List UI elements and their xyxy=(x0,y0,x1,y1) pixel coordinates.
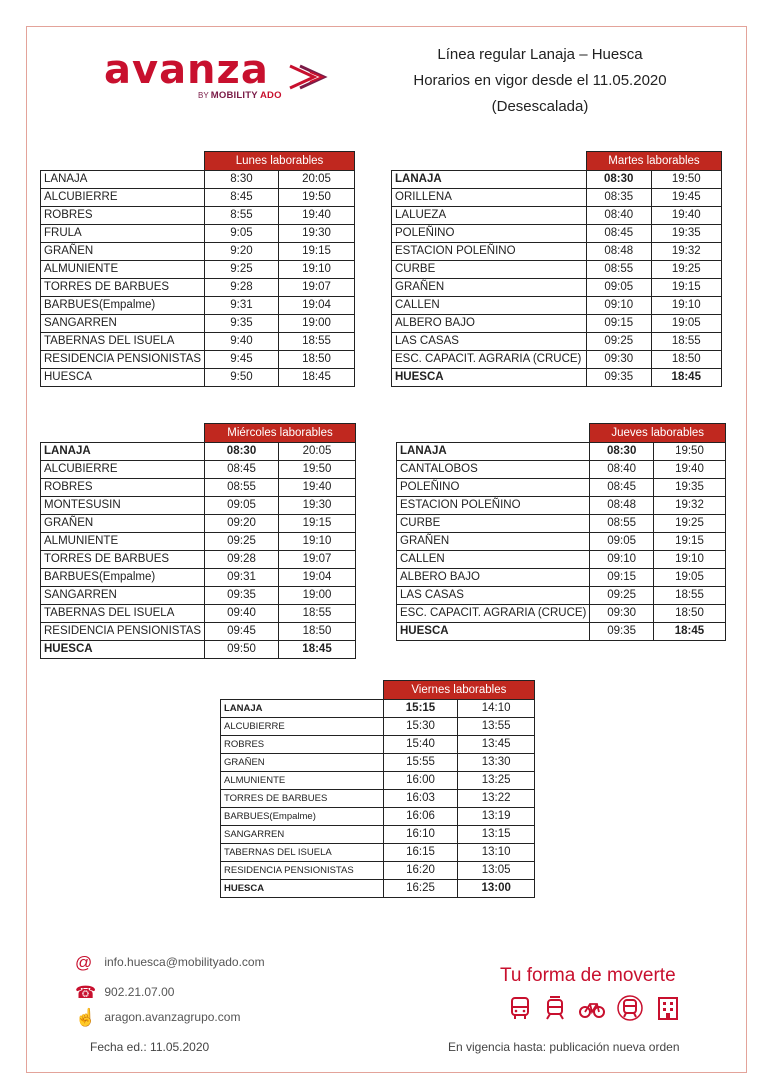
table-row xyxy=(41,315,355,333)
time-outbound: 08:55 xyxy=(590,515,654,533)
email-link[interactable]: info.huesca@mobilityado.com xyxy=(104,955,265,970)
stop-name: GRAÑEN xyxy=(397,533,590,551)
time-return: 19:07 xyxy=(278,279,354,297)
stop-name: HUESCA xyxy=(41,369,205,387)
time-outbound: 08:40 xyxy=(586,207,651,225)
time-outbound: 16:06 xyxy=(383,808,458,826)
stop-name: LANAJA xyxy=(221,700,384,718)
time-return: 18:50 xyxy=(279,623,356,641)
time-return: 19:40 xyxy=(653,461,725,479)
table-row xyxy=(392,315,722,333)
time-outbound: 09:40 xyxy=(205,605,279,623)
table-row xyxy=(41,515,356,533)
time-return: 18:55 xyxy=(653,587,725,605)
timetable-martes xyxy=(391,151,722,387)
time-outbound: 15:55 xyxy=(383,754,458,772)
table-row xyxy=(41,461,356,479)
table-row xyxy=(41,641,356,659)
time-return: 13:25 xyxy=(458,772,535,790)
table-row xyxy=(41,261,355,279)
table-row xyxy=(41,243,355,261)
time-return: 18:45 xyxy=(278,369,354,387)
table-row xyxy=(41,351,355,369)
time-return: 18:55 xyxy=(279,605,356,623)
time-outbound: 09:30 xyxy=(586,351,651,369)
time-outbound: 09:50 xyxy=(205,641,279,659)
time-outbound: 08:30 xyxy=(590,443,654,461)
timetable-jueves xyxy=(396,423,726,641)
time-return: 18:55 xyxy=(278,333,354,351)
stop-name: ESTACION POLEÑINO xyxy=(397,497,590,515)
logo-wordmark: avanza xyxy=(104,47,269,93)
time-outbound: 15:30 xyxy=(383,718,458,736)
time-return: 20:05 xyxy=(279,443,356,461)
time-outbound: 09:05 xyxy=(586,279,651,297)
time-return: 19:10 xyxy=(278,261,354,279)
heading-line-2: Horarios en vigor desde el 11.05.2020 xyxy=(413,72,667,89)
phone-number[interactable]: 902.21.07.00 xyxy=(104,985,175,1000)
time-return: 13:22 xyxy=(458,790,535,808)
table-row xyxy=(221,880,535,898)
time-return: 19:15 xyxy=(653,533,725,551)
table-row xyxy=(41,479,356,497)
time-return: 13:30 xyxy=(458,754,535,772)
stop-name: BARBUES(Empalme) xyxy=(41,569,205,587)
timetable-miercoles xyxy=(40,423,356,659)
time-outbound: 9:50 xyxy=(205,369,279,387)
time-outbound: 09:20 xyxy=(205,515,279,533)
table-row xyxy=(392,189,722,207)
time-outbound: 9:45 xyxy=(205,351,279,369)
stop-name: CURBE xyxy=(392,261,587,279)
heading-line-3: (Desescalada) xyxy=(491,98,589,115)
stop-name: TORRES DE BARBUES xyxy=(221,790,384,808)
time-outbound: 15:15 xyxy=(383,700,458,718)
stop-name: BARBUES(Empalme) xyxy=(221,808,384,826)
logo-byline: BY MOBILITY ADO xyxy=(198,90,282,101)
table-row xyxy=(221,862,535,880)
time-return: 19:35 xyxy=(651,225,721,243)
building-icon xyxy=(655,995,681,1026)
time-return: 13:05 xyxy=(458,862,535,880)
table-row xyxy=(41,551,356,569)
time-outbound: 16:25 xyxy=(383,880,458,898)
table-row xyxy=(397,605,726,623)
table-row xyxy=(41,497,356,515)
table-row xyxy=(221,844,535,862)
phone-icon: ☎ xyxy=(75,983,97,1002)
table-row xyxy=(221,754,535,772)
time-outbound: 09:05 xyxy=(590,533,654,551)
stop-name: ALMUNIENTE xyxy=(221,772,384,790)
time-return: 19:00 xyxy=(278,315,354,333)
timetable-viernes xyxy=(220,680,535,898)
table-row xyxy=(221,808,535,826)
table-row xyxy=(397,587,726,605)
time-outbound: 09:25 xyxy=(590,587,654,605)
stop-name: RESIDENCIA PENSIONISTAS xyxy=(41,623,205,641)
table-row xyxy=(41,297,355,315)
time-outbound: 09:25 xyxy=(205,533,279,551)
stop-name: LANAJA xyxy=(397,443,590,461)
stop-name: ALMUNIENTE xyxy=(41,533,205,551)
time-outbound: 08:30 xyxy=(586,171,651,189)
time-outbound: 08:40 xyxy=(590,461,654,479)
stop-name: GRAÑEN xyxy=(41,243,205,261)
stop-name: TABERNAS DEL ISUELA xyxy=(41,333,205,351)
time-return: 19:32 xyxy=(651,243,721,261)
time-return: 19:10 xyxy=(653,551,725,569)
table-row xyxy=(41,189,355,207)
table-row xyxy=(392,261,722,279)
table-row xyxy=(221,772,535,790)
contact-web xyxy=(75,1008,240,1028)
time-outbound: 8:45 xyxy=(205,189,279,207)
time-return: 19:40 xyxy=(651,207,721,225)
stop-name: GRAÑEN xyxy=(41,515,205,533)
stop-name: TABERNAS DEL ISUELA xyxy=(41,605,205,623)
time-return: 19:07 xyxy=(279,551,356,569)
contact-email xyxy=(75,953,265,973)
stop-name: SANGARREN xyxy=(221,826,384,844)
table-row xyxy=(392,351,722,369)
time-return: 14:10 xyxy=(458,700,535,718)
edition-date: Fecha ed.: 11.05.2020 xyxy=(90,1040,210,1054)
time-return: 19:30 xyxy=(279,497,356,515)
time-return: 19:40 xyxy=(278,207,354,225)
time-outbound: 09:45 xyxy=(205,623,279,641)
time-return: 19:30 xyxy=(278,225,354,243)
time-return: 13:15 xyxy=(458,826,535,844)
table-row xyxy=(41,333,355,351)
time-return: 18:50 xyxy=(278,351,354,369)
heading-line-1: Línea regular Lanaja – Huesca xyxy=(437,46,643,63)
time-outbound: 16:03 xyxy=(383,790,458,808)
train-icon xyxy=(615,995,645,1026)
stop-name: SANGARREN xyxy=(41,587,205,605)
table-row xyxy=(397,623,726,641)
stop-name: ROBRES xyxy=(41,479,205,497)
table-row xyxy=(41,279,355,297)
stop-name: POLEÑINO xyxy=(397,479,590,497)
stop-name: LANAJA xyxy=(41,171,205,189)
table-row xyxy=(221,826,535,844)
table-row xyxy=(41,569,356,587)
time-return: 19:04 xyxy=(278,297,354,315)
time-outbound: 15:40 xyxy=(383,736,458,754)
stop-name: TABERNAS DEL ISUELA xyxy=(221,844,384,862)
table-row xyxy=(41,443,356,461)
time-return: 13:10 xyxy=(458,844,535,862)
stop-name: ROBRES xyxy=(41,207,205,225)
stop-name: ALBERO BAJO xyxy=(397,569,590,587)
time-return: 13:00 xyxy=(458,880,535,898)
time-outbound: 9:05 xyxy=(205,225,279,243)
time-return: 19:15 xyxy=(278,243,354,261)
time-outbound: 08:45 xyxy=(586,225,651,243)
time-outbound: 08:35 xyxy=(586,189,651,207)
time-return: 19:25 xyxy=(651,261,721,279)
time-outbound: 08:45 xyxy=(205,461,279,479)
stop-name: LALUEZA xyxy=(392,207,587,225)
time-outbound: 09:15 xyxy=(590,569,654,587)
table-row xyxy=(41,171,355,189)
table-caption: Miércoles laborables xyxy=(205,424,356,443)
time-outbound: 08:45 xyxy=(590,479,654,497)
stop-name: GRAÑEN xyxy=(221,754,384,772)
time-outbound: 09:30 xyxy=(590,605,654,623)
table-caption: Viernes laborables xyxy=(383,681,534,700)
time-outbound: 09:35 xyxy=(586,369,651,387)
hand-pointer-icon: ☝ xyxy=(75,1008,97,1027)
stop-name: TORRES DE BARBUES xyxy=(41,551,205,569)
stop-name: ALCUBIERRE xyxy=(41,189,205,207)
time-outbound: 08:30 xyxy=(205,443,279,461)
stop-name: ESTACION POLEÑINO xyxy=(392,243,587,261)
stop-name: ALCUBIERRE xyxy=(221,718,384,736)
stop-name: HUESCA xyxy=(392,369,587,387)
time-return: 18:45 xyxy=(651,369,721,387)
table-row xyxy=(397,479,726,497)
logo-arrow-icon xyxy=(288,62,336,92)
time-return: 18:45 xyxy=(653,623,725,641)
time-outbound: 09:10 xyxy=(586,297,651,315)
table-row xyxy=(397,533,726,551)
time-outbound: 16:10 xyxy=(383,826,458,844)
table-caption: Jueves laborables xyxy=(590,424,726,443)
table-row xyxy=(392,171,722,189)
stop-name: CANTALOBOS xyxy=(397,461,590,479)
time-return: 19:50 xyxy=(653,443,725,461)
time-outbound: 8:55 xyxy=(205,207,279,225)
time-return: 19:25 xyxy=(653,515,725,533)
stop-name: ORILLENA xyxy=(392,189,587,207)
time-outbound: 9:31 xyxy=(205,297,279,315)
time-return: 19:10 xyxy=(651,297,721,315)
table-row xyxy=(392,297,722,315)
time-return: 13:45 xyxy=(458,736,535,754)
stop-name: LAS CASAS xyxy=(397,587,590,605)
table-row xyxy=(221,790,535,808)
tagline: Tu forma de moverte xyxy=(500,965,676,986)
time-return: 20:05 xyxy=(278,171,354,189)
table-row xyxy=(221,700,535,718)
tram-icon xyxy=(542,995,568,1026)
stop-name: LAS CASAS xyxy=(392,333,587,351)
time-return: 18:50 xyxy=(651,351,721,369)
stop-name: ALMUNIENTE xyxy=(41,261,205,279)
time-outbound: 09:35 xyxy=(205,587,279,605)
transport-icons xyxy=(507,995,686,1026)
time-outbound: 09:28 xyxy=(205,551,279,569)
time-return: 13:19 xyxy=(458,808,535,826)
table-row xyxy=(41,533,356,551)
time-outbound: 08:48 xyxy=(586,243,651,261)
time-outbound: 8:30 xyxy=(205,171,279,189)
time-outbound: 09:15 xyxy=(586,315,651,333)
table-row xyxy=(397,497,726,515)
time-outbound: 9:25 xyxy=(205,261,279,279)
time-return: 19:50 xyxy=(651,171,721,189)
time-return: 19:05 xyxy=(651,315,721,333)
table-row xyxy=(41,605,356,623)
time-return: 19:50 xyxy=(278,189,354,207)
table-row xyxy=(41,225,355,243)
time-return: 19:50 xyxy=(279,461,356,479)
stop-name: CALLEN xyxy=(397,551,590,569)
stop-name: SANGARREN xyxy=(41,315,205,333)
time-outbound: 08:55 xyxy=(586,261,651,279)
time-outbound: 09:35 xyxy=(590,623,654,641)
stop-name: ALBERO BAJO xyxy=(392,315,587,333)
table-caption: Lunes laborables xyxy=(205,152,355,171)
time-outbound: 08:55 xyxy=(205,479,279,497)
page-heading xyxy=(380,42,700,120)
at-icon: @ xyxy=(75,953,93,972)
time-return: 19:10 xyxy=(279,533,356,551)
time-return: 19:45 xyxy=(651,189,721,207)
bicycle-icon xyxy=(578,995,606,1026)
stop-name: POLEÑINO xyxy=(392,225,587,243)
time-outbound: 16:20 xyxy=(383,862,458,880)
table-row xyxy=(221,736,535,754)
table-row xyxy=(41,207,355,225)
stop-name: FRULA xyxy=(41,225,205,243)
time-return: 19:00 xyxy=(279,587,356,605)
stop-name: CALLEN xyxy=(392,297,587,315)
stop-name: HUESCA xyxy=(41,641,205,659)
time-return: 19:35 xyxy=(653,479,725,497)
table-row xyxy=(397,551,726,569)
table-row xyxy=(397,515,726,533)
table-row xyxy=(392,225,722,243)
table-row xyxy=(41,369,355,387)
stop-name: ROBRES xyxy=(221,736,384,754)
time-return: 19:15 xyxy=(651,279,721,297)
table-row xyxy=(397,461,726,479)
table-row xyxy=(41,587,356,605)
stop-name: GRAÑEN xyxy=(392,279,587,297)
time-return: 18:45 xyxy=(279,641,356,659)
time-return: 18:50 xyxy=(653,605,725,623)
time-outbound: 08:48 xyxy=(590,497,654,515)
time-outbound: 09:05 xyxy=(205,497,279,515)
table-row xyxy=(392,207,722,225)
validity-note: En vigencia hasta: publicación nueva orden xyxy=(448,1040,680,1054)
time-outbound: 9:20 xyxy=(205,243,279,261)
table-row xyxy=(221,718,535,736)
table-row xyxy=(397,569,726,587)
time-outbound: 16:00 xyxy=(383,772,458,790)
stop-name: BARBUES(Empalme) xyxy=(41,297,205,315)
stop-name: HUESCA xyxy=(397,623,590,641)
table-row xyxy=(392,279,722,297)
avanza-logo xyxy=(104,47,344,106)
table-row xyxy=(392,333,722,351)
stop-name: CURBE xyxy=(397,515,590,533)
stop-name: ESC. CAPACIT. AGRARIA (CRUCE) xyxy=(392,351,587,369)
time-return: 19:05 xyxy=(653,569,725,587)
stop-name: ESC. CAPACIT. AGRARIA (CRUCE) xyxy=(397,605,590,623)
time-return: 19:32 xyxy=(653,497,725,515)
stop-name: MONTESUSIN xyxy=(41,497,205,515)
time-outbound: 09:25 xyxy=(586,333,651,351)
table-row xyxy=(392,243,722,261)
timetable-lunes xyxy=(40,151,355,387)
time-outbound: 9:40 xyxy=(205,333,279,351)
stop-name: LANAJA xyxy=(41,443,205,461)
table-row xyxy=(392,369,722,387)
time-outbound: 9:35 xyxy=(205,315,279,333)
web-link[interactable]: aragon.avanzagrupo.com xyxy=(104,1010,241,1025)
contact-phone xyxy=(75,983,174,1003)
time-outbound: 16:15 xyxy=(383,844,458,862)
time-return: 18:55 xyxy=(651,333,721,351)
time-return: 13:55 xyxy=(458,718,535,736)
time-return: 19:40 xyxy=(279,479,356,497)
time-outbound: 09:31 xyxy=(205,569,279,587)
time-outbound: 09:10 xyxy=(590,551,654,569)
stop-name: TORRES DE BARBUES xyxy=(41,279,205,297)
table-caption: Martes laborables xyxy=(586,152,721,171)
time-return: 19:04 xyxy=(279,569,356,587)
stop-name: LANAJA xyxy=(392,171,587,189)
stop-name: ALCUBIERRE xyxy=(41,461,205,479)
stop-name: HUESCA xyxy=(221,880,384,898)
stop-name: RESIDENCIA PENSIONISTAS xyxy=(221,862,384,880)
table-row xyxy=(397,443,726,461)
bus-icon xyxy=(507,995,533,1026)
table-row xyxy=(41,623,356,641)
time-outbound: 9:28 xyxy=(205,279,279,297)
stop-name: RESIDENCIA PENSIONISTAS xyxy=(41,351,205,369)
time-return: 19:15 xyxy=(279,515,356,533)
